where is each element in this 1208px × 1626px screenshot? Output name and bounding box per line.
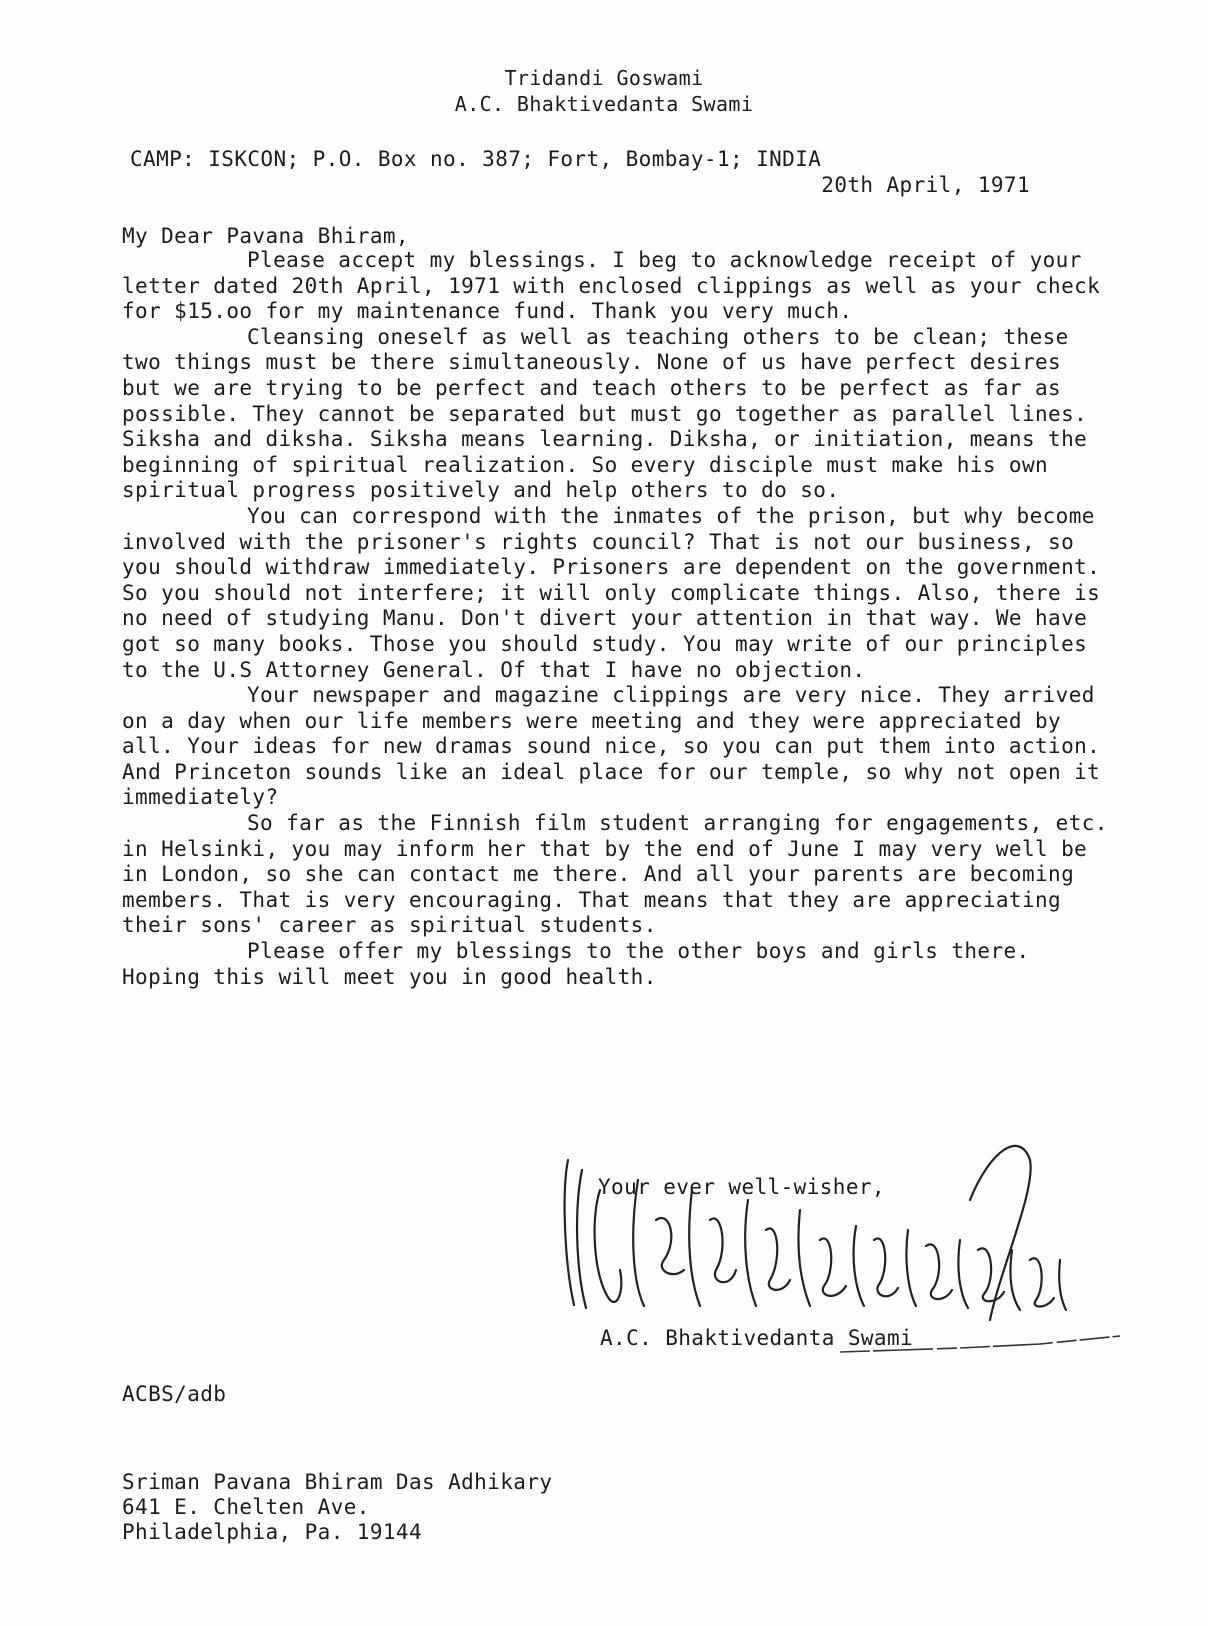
signed-name: A.C. Bhaktivedanta Swami — [600, 1326, 914, 1350]
paragraph-3: You can correspond with the inmates of the prison, but why become involved with the prisoner's rights council? That is not our business, so you should withdraw immediately. Prisoners are dependent on the government. So you should not interfere; it will only complicate things. Also, there is no need of studying Manu. Don't divert your attention in that way. We have got so many books. Those you should study. You may write of our principles to the U.S Attorney General. Of that I have no objection. — [122, 503, 1101, 682]
letter-date: 20th April, 1971 — [821, 173, 1030, 197]
letter-body — [122, 248, 1112, 990]
signature-rule — [840, 1330, 1120, 1360]
reference-initials: ACBS/adb — [122, 1382, 227, 1406]
recipient-name: Sriman Pavana Bhiram Das Adhikary — [122, 1470, 553, 1494]
paragraph-2: Cleansing oneself as well as teaching others to be clean; these two things must be there simultaneously. None of us have perfect desires but we are trying to be perfect and teach others to be perfect as far as possible. They cannot be separated but must go together as parallel lines. Siksha and diksha. Siksha means learning. Diksha, or initiation, means the beginning of spiritual realization. So every disciple must make his own spiritual progress positively and help others to do so. — [122, 324, 1088, 503]
handwritten-signature — [560, 1130, 1100, 1340]
letterhead-title: Tridandi Goswami — [504, 66, 704, 90]
paragraph-4: Your newspaper and magazine clippings are very nice. They arrived on a day when our life members were meeting and they were appreciated by all. Your ideas for new dramas sound nice, so you can put them into action. And Princeton sounds like an ideal place for our temple, so why not open it immediately? — [122, 683, 1101, 810]
camp-address: CAMP: ISKCON; P.O. Box no. 387; Fort, Bombay-1; INDIA — [130, 147, 822, 171]
salutation: My Dear Pavana Bhiram, — [122, 224, 409, 248]
recipient-city: Philadelphia, Pa. 19144 — [122, 1520, 422, 1544]
paragraph-5: So far as the Finnish film student arranging for engagements, etc. in Helsinki, you may inform her that by the end of June I may very well be in London, so she can contact me there. And all your parents are becoming members. That is very encouraging. That means that they are appreciating their sons' career as spiritual students. — [122, 811, 1108, 938]
recipient-street: 641 E. Chelten Ave. — [122, 1495, 370, 1519]
paragraph-1: Please accept my blessings. I beg to acknowledge receipt of your letter dated 20th April, 1971 with enclosed clippings as well as your check for $15.oo for my maintenance fund. Thank you very much. — [122, 248, 1101, 324]
closing-line: Your ever well-wisher, — [598, 1175, 885, 1199]
letterhead-name: A.C. Bhaktivedanta Swami — [454, 92, 754, 116]
paragraph-6: Please offer my blessings to the other boys and girls there. Hoping this will meet you in good health. — [122, 939, 1030, 989]
